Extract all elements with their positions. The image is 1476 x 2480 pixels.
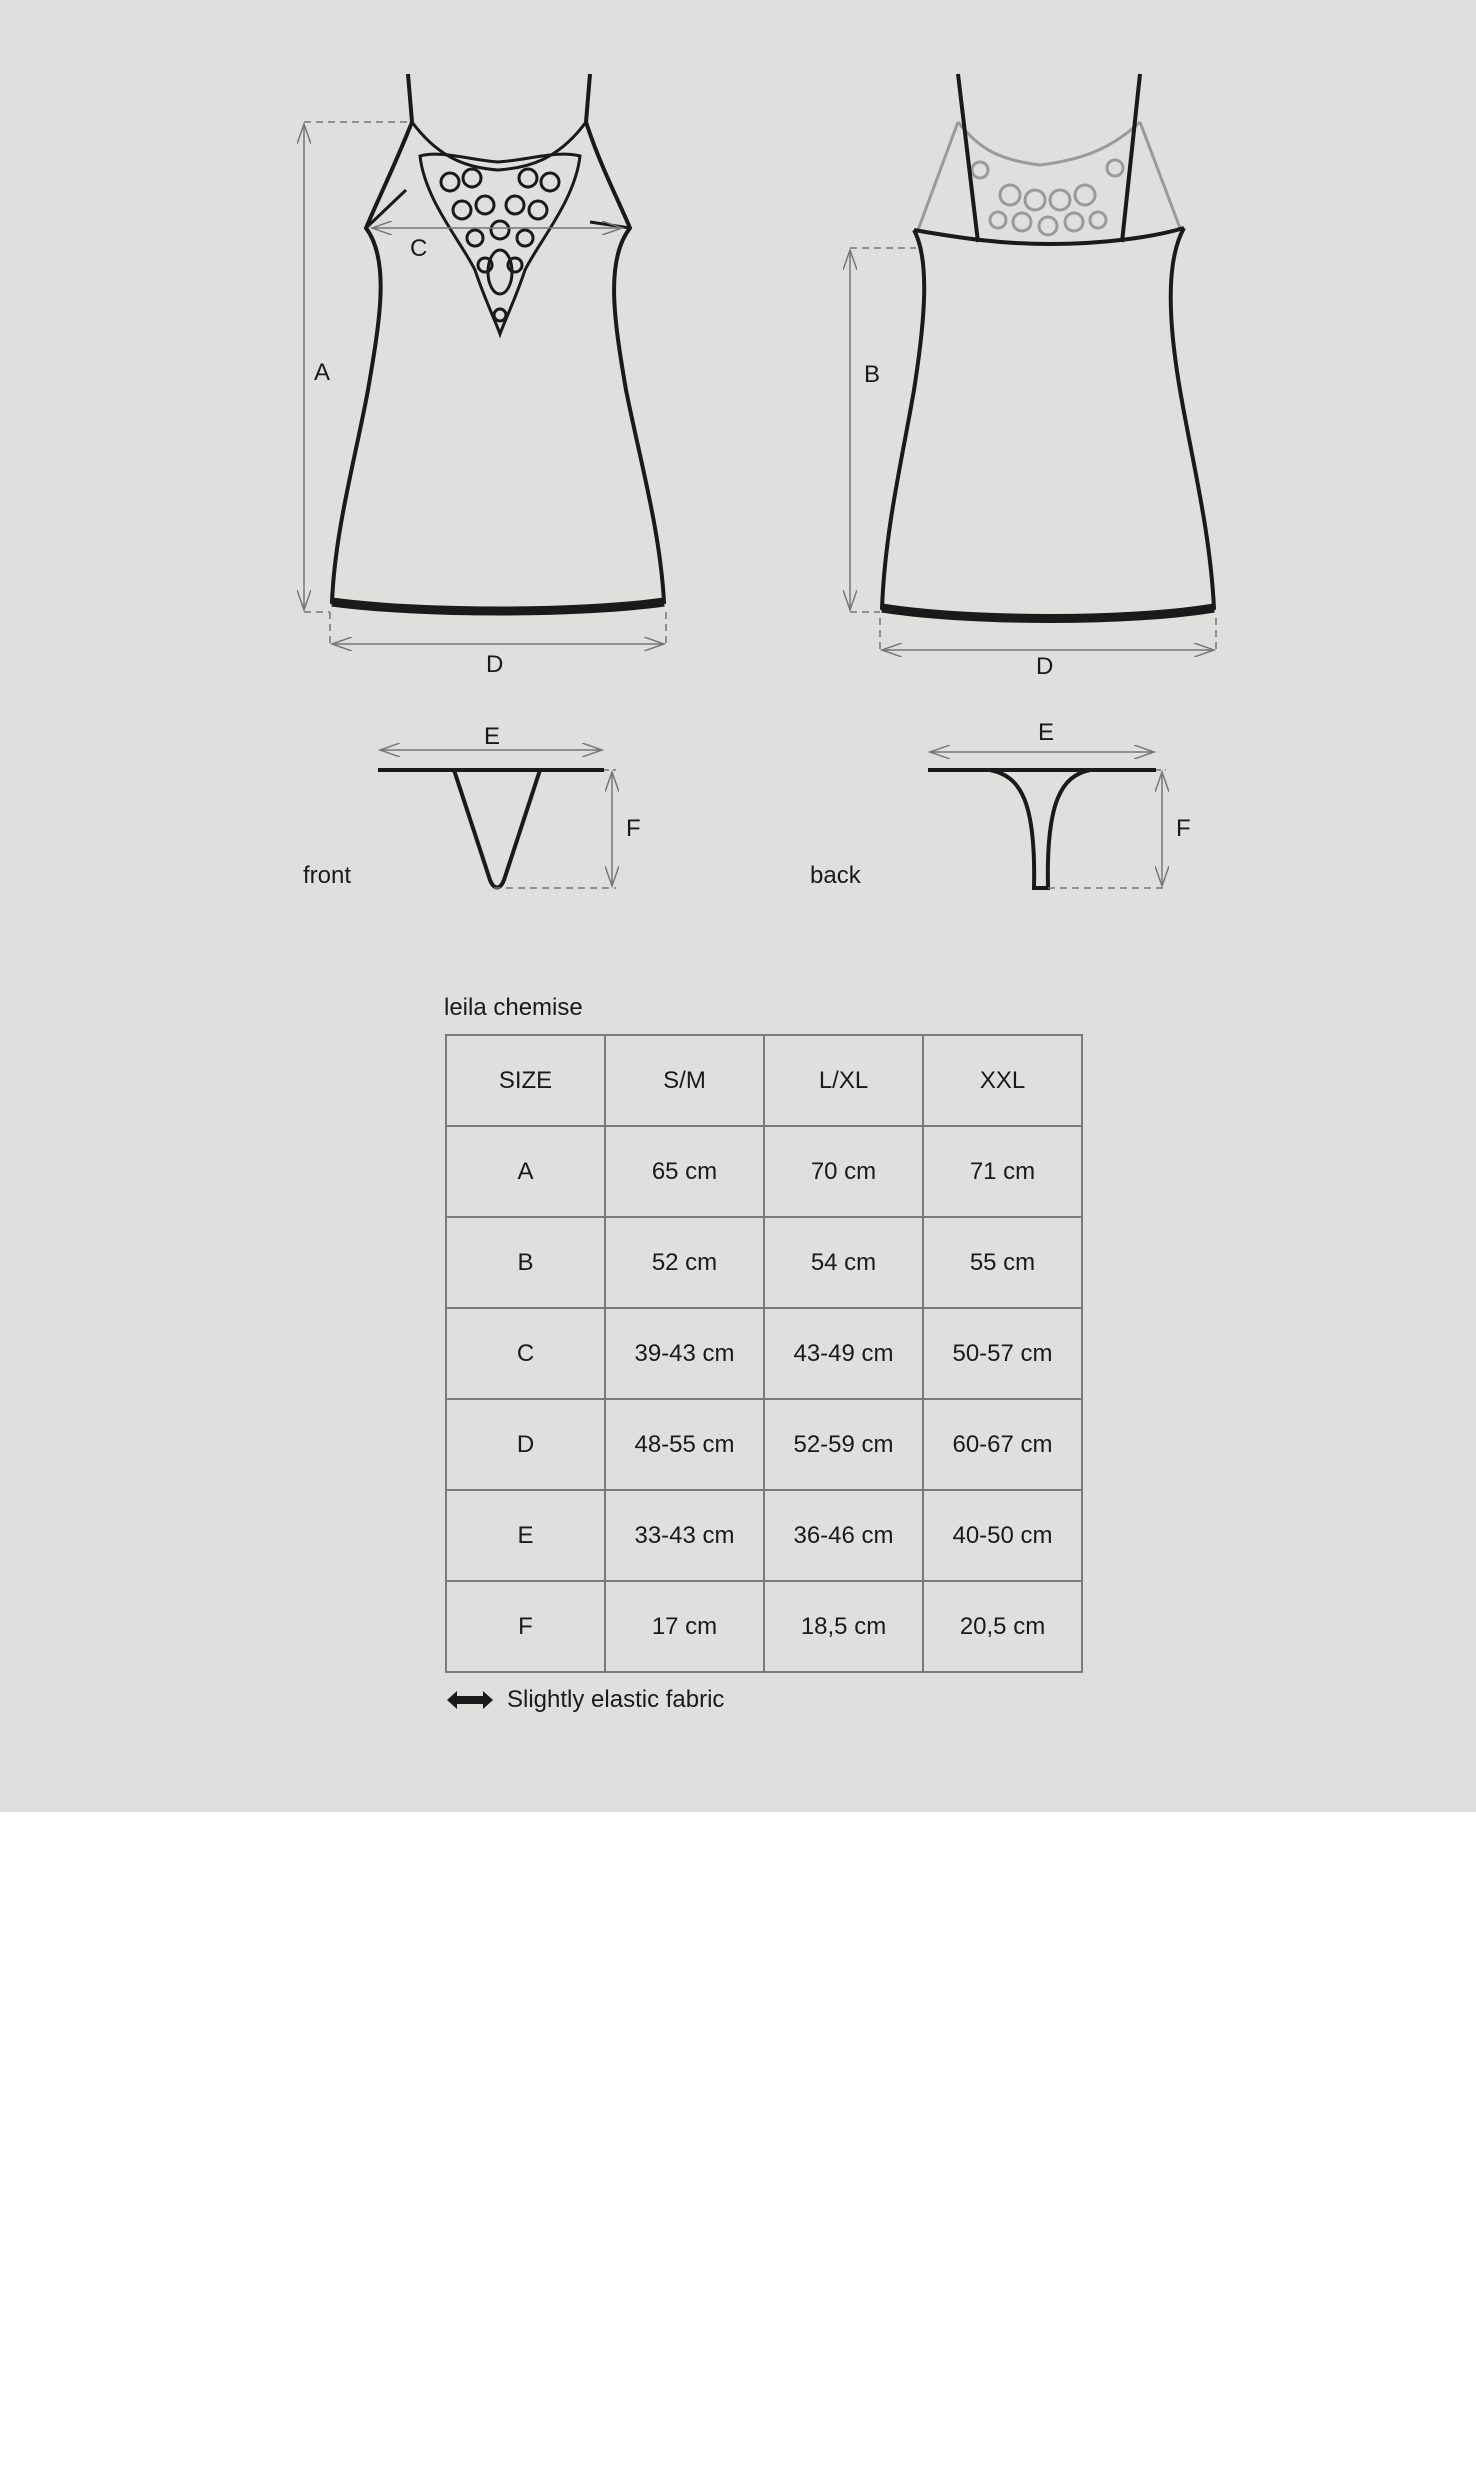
table-cell: 17 cm	[605, 1581, 764, 1672]
table-cell: 52 cm	[605, 1217, 764, 1308]
table-cell: E	[446, 1490, 605, 1581]
table-row	[446, 1581, 1082, 1672]
table-header-cell: SIZE	[446, 1035, 605, 1126]
table-cell: 60-67 cm	[923, 1399, 1082, 1490]
product-name: leila chemise	[444, 994, 583, 1021]
front-dimension-e-label: E	[484, 723, 501, 750]
table-row	[446, 1490, 1082, 1581]
table-row	[446, 1399, 1082, 1490]
front-view-label: front	[303, 862, 352, 889]
table-row	[446, 1217, 1082, 1308]
table-cell: 18,5 cm	[764, 1581, 923, 1672]
garment-diagram	[0, 0, 1476, 960]
table-cell: 52-59 cm	[764, 1399, 923, 1490]
front-dimension-c-label: C	[410, 235, 428, 262]
back-dimension-f-label: F	[1176, 815, 1191, 842]
front-dimension-a-label: A	[314, 359, 331, 386]
table-cell: B	[446, 1217, 605, 1308]
elasticity-legend	[445, 1686, 724, 1714]
table-header-cell: XXL	[923, 1035, 1082, 1126]
table-cell: 20,5 cm	[923, 1581, 1082, 1672]
back-dimension-e-label: E	[1038, 719, 1055, 746]
table-row	[446, 1308, 1082, 1399]
lace-applique-icon	[420, 154, 580, 334]
table-header-cell: L/XL	[764, 1035, 923, 1126]
legend-text: Slightly elastic fabric	[507, 1686, 725, 1713]
table-cell: 50-57 cm	[923, 1308, 1082, 1399]
table-row	[446, 1126, 1082, 1217]
table-cell: 36-46 cm	[764, 1490, 923, 1581]
table-cell: 39-43 cm	[605, 1308, 764, 1399]
table-cell: F	[446, 1581, 605, 1672]
front-dimension-d-label: D	[486, 651, 504, 678]
front-dimension-f-label: F	[626, 815, 641, 842]
table-cell: 48-55 cm	[605, 1399, 764, 1490]
table-cell: C	[446, 1308, 605, 1399]
back-dimension-d-label: D	[1036, 653, 1054, 680]
table-cell: 71 cm	[923, 1126, 1082, 1217]
back-chemise-drawing	[882, 74, 1214, 619]
table-header-row	[446, 1035, 1082, 1126]
table-cell: 70 cm	[764, 1126, 923, 1217]
table-header-cell: S/M	[605, 1035, 764, 1126]
table-cell: 40-50 cm	[923, 1490, 1082, 1581]
table-cell: 54 cm	[764, 1217, 923, 1308]
front-chemise-drawing	[332, 74, 664, 611]
table-cell: 33-43 cm	[605, 1490, 764, 1581]
back-dimension-b-label: B	[864, 361, 881, 388]
front-thong-drawing	[378, 770, 604, 888]
table-cell: D	[446, 1399, 605, 1490]
table-cell: 55 cm	[923, 1217, 1082, 1308]
back-thong-drawing	[928, 770, 1156, 888]
table-cell: A	[446, 1126, 605, 1217]
size-table	[445, 1034, 1083, 1673]
table-cell: 65 cm	[605, 1126, 764, 1217]
double-arrow-icon	[445, 1689, 495, 1711]
table-cell: 43-49 cm	[764, 1308, 923, 1399]
back-view-label: back	[810, 862, 861, 889]
